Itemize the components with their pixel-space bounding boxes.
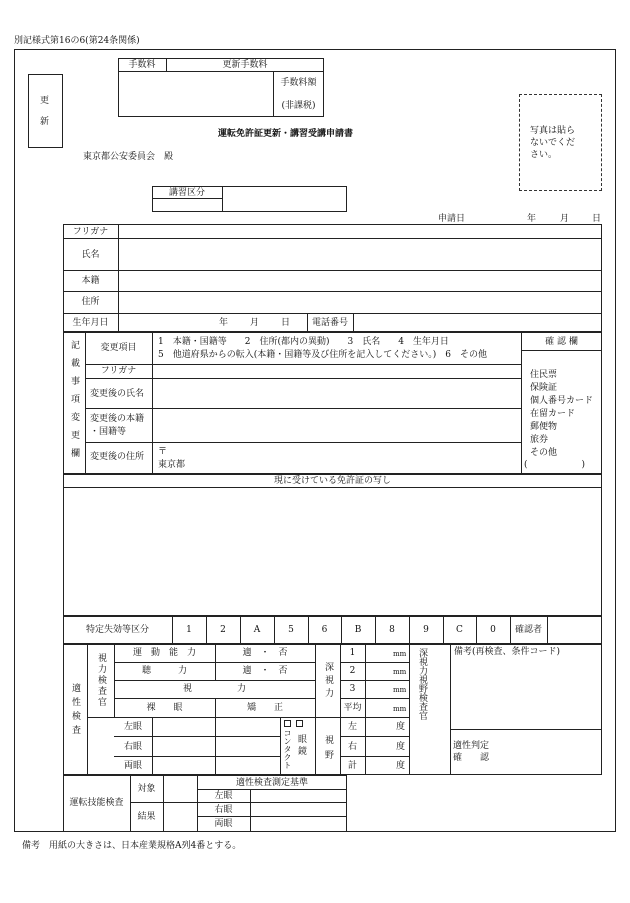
change-item-label: 変更項目 xyxy=(100,343,137,353)
unit-mm: mm xyxy=(393,686,407,694)
contact-lens-label: コンタクト xyxy=(283,729,292,769)
domicile-input[interactable] xyxy=(119,271,601,290)
confirm-item: その他 xyxy=(530,448,558,458)
both-eyes-label: 両眼 xyxy=(123,761,142,771)
judgment-label-1: 適性判定 xyxy=(453,741,490,751)
field-row-label: 左 xyxy=(347,722,357,732)
license-copy-label: 現に受けている免許証の写し xyxy=(273,476,391,486)
code-cell: 6 xyxy=(321,625,328,635)
depth-row-label: 3 xyxy=(349,684,356,694)
code-cell: A xyxy=(253,625,261,635)
skill-right-eye: 右眼 xyxy=(214,805,233,815)
code-cell: C xyxy=(456,625,463,635)
unit-mm: mm xyxy=(393,668,407,676)
glasses-checkbox[interactable] xyxy=(296,720,303,727)
glasses-label: 眼鏡 xyxy=(296,734,306,758)
footer-note: 備考 用紙の大きさは、日本産業規格A列4番とする。 xyxy=(22,841,242,851)
motor-ok-ng: 適 ・ 否 xyxy=(242,648,288,658)
change-items-line1: 1 本籍・国籍等 2 住所(都内の異動) 3 氏名 4 生年月日 xyxy=(158,337,449,347)
unit-mm: mm xyxy=(393,650,407,658)
address-input[interactable] xyxy=(119,292,601,312)
corrected-label: 矯 正 xyxy=(246,703,283,713)
photo-note-1: 写真は貼ら xyxy=(530,126,576,136)
judgment-label-2: 確 認 xyxy=(453,753,490,763)
left-eye-label: 左眼 xyxy=(123,722,142,732)
skill-target-label: 対象 xyxy=(137,784,156,794)
birthdate-label: 生年月日 xyxy=(72,318,109,328)
code-cell: 0 xyxy=(490,625,496,635)
new-name-input[interactable] xyxy=(153,379,520,407)
furigana-input[interactable] xyxy=(119,225,601,237)
vision-label: 視 力 xyxy=(182,684,246,694)
field-row-label: 計 xyxy=(347,761,357,771)
depth-vision-label: 深視力 xyxy=(323,662,333,701)
form-title: 運転免許証更新・講習受講申請書 xyxy=(218,129,354,139)
birth-month: 月 xyxy=(250,318,260,328)
confirmer-label: 確認者 xyxy=(514,625,542,635)
application-date-label: 申請日 xyxy=(438,214,466,224)
contact-lens-checkbox[interactable] xyxy=(284,720,291,727)
name-label: 氏名 xyxy=(81,250,100,260)
depth-row-label: 1 xyxy=(349,648,356,658)
postal-mark: 〒 xyxy=(158,447,168,457)
unit-degree: 度 xyxy=(396,722,406,732)
change-items-line2: 5 他道府県からの転入(本籍・国籍等及び住所を記入してください。) 6 その他 xyxy=(158,350,487,360)
field-row-label: 右 xyxy=(347,742,357,752)
skill-result-label: 結果 xyxy=(137,812,156,822)
change-furigana-label: フリガナ xyxy=(100,366,137,376)
visual-field-label: 視野 xyxy=(323,735,333,765)
remarks-label: 備考(再検査、条件コード) xyxy=(454,647,561,657)
code-cell: 9 xyxy=(423,625,429,635)
confirm-other-paren: ( ) xyxy=(524,460,586,470)
phone-input[interactable] xyxy=(354,314,601,331)
fee-amount-label: 手数料額 xyxy=(280,78,317,88)
vision-examiner-label: 視力検査官 xyxy=(96,653,106,708)
confirm-item: 郵便物 xyxy=(530,422,558,432)
birth-year: 年 xyxy=(219,318,229,328)
unit-mm: mm xyxy=(393,705,407,713)
depth-row-label: 2 xyxy=(349,666,356,676)
photo-note-2: ないでくだ xyxy=(530,138,576,148)
skill-test-label: 運転技能検査 xyxy=(69,798,124,808)
depth-row-label: 平均 xyxy=(343,703,362,713)
date-month: 月 xyxy=(560,214,570,224)
confirm-item: 保険証 xyxy=(530,383,558,393)
changes-section-title: 記載事項変更欄 xyxy=(69,340,79,466)
fee-tax-note: (非課税) xyxy=(281,101,316,111)
depth-field-examiner-label: 深視力視野検査官 xyxy=(417,648,427,720)
code-cell: B xyxy=(354,625,362,635)
code-cell: 5 xyxy=(288,625,294,635)
domicile-label: 本籍 xyxy=(81,276,100,286)
date-year: 年 xyxy=(527,214,537,224)
address-label: 住所 xyxy=(81,297,100,307)
new-name-label: 変更後の氏名 xyxy=(90,389,145,399)
name-input[interactable] xyxy=(119,239,601,269)
confirm-item: 旅券 xyxy=(530,435,549,445)
code-cell: 8 xyxy=(389,625,395,635)
fee-label: 手数料 xyxy=(128,60,156,70)
invalid-class-label: 特定失効等区分 xyxy=(85,625,149,635)
new-address-label: 変更後の住所 xyxy=(90,452,145,462)
confirm-item: 在留カード xyxy=(530,409,576,419)
unit-degree: 度 xyxy=(396,742,406,752)
confirm-item: 住民票 xyxy=(530,370,558,380)
renewal-box xyxy=(28,74,63,148)
naked-eye-label: 裸 眼 xyxy=(146,703,183,713)
fee-type: 更新手数料 xyxy=(222,60,268,70)
form-number: 別記様式第16の6(第24条関係) xyxy=(14,36,140,46)
license-copy-area xyxy=(63,474,602,616)
skill-left-eye: 左眼 xyxy=(214,791,233,801)
new-domicile-label-2: ・国籍等 xyxy=(90,427,127,437)
confirm-item: 個人番号カード xyxy=(530,396,594,406)
date-day: 日 xyxy=(592,214,602,224)
hearing-ok-ng: 適 ・ 否 xyxy=(242,666,288,676)
new-domicile-label-1: 変更後の本籍 xyxy=(90,414,145,424)
birth-day: 日 xyxy=(281,318,291,328)
new-domicile-input[interactable] xyxy=(153,409,520,441)
skill-both-eyes: 両眼 xyxy=(214,819,233,829)
renewal-char-1: 更 xyxy=(40,96,50,106)
course-input[interactable] xyxy=(223,187,346,211)
phone-label: 電話番号 xyxy=(311,318,348,328)
addressee: 東京都公安委員会 殿 xyxy=(83,152,174,162)
unit-degree: 度 xyxy=(396,761,406,771)
tokyo-prefix: 東京都 xyxy=(158,460,186,470)
hearing-label: 聴 力 xyxy=(141,666,187,676)
renewal-char-2: 新 xyxy=(40,117,50,127)
course-label: 講習区分 xyxy=(168,188,205,198)
right-eye-label: 右眼 xyxy=(123,742,142,752)
code-cell: 2 xyxy=(220,625,226,635)
photo-note-3: さい。 xyxy=(530,150,558,160)
furigana-label: フリガナ xyxy=(72,227,109,237)
aptitude-section-label: 適性検査 xyxy=(70,683,80,739)
confirm-header: 確 認 欄 xyxy=(545,337,578,347)
skill-standard-label: 適性検査測定基準 xyxy=(235,778,308,788)
code-cell: 1 xyxy=(186,625,192,635)
motor-ability-label: 運 動 能 力 xyxy=(132,648,196,658)
